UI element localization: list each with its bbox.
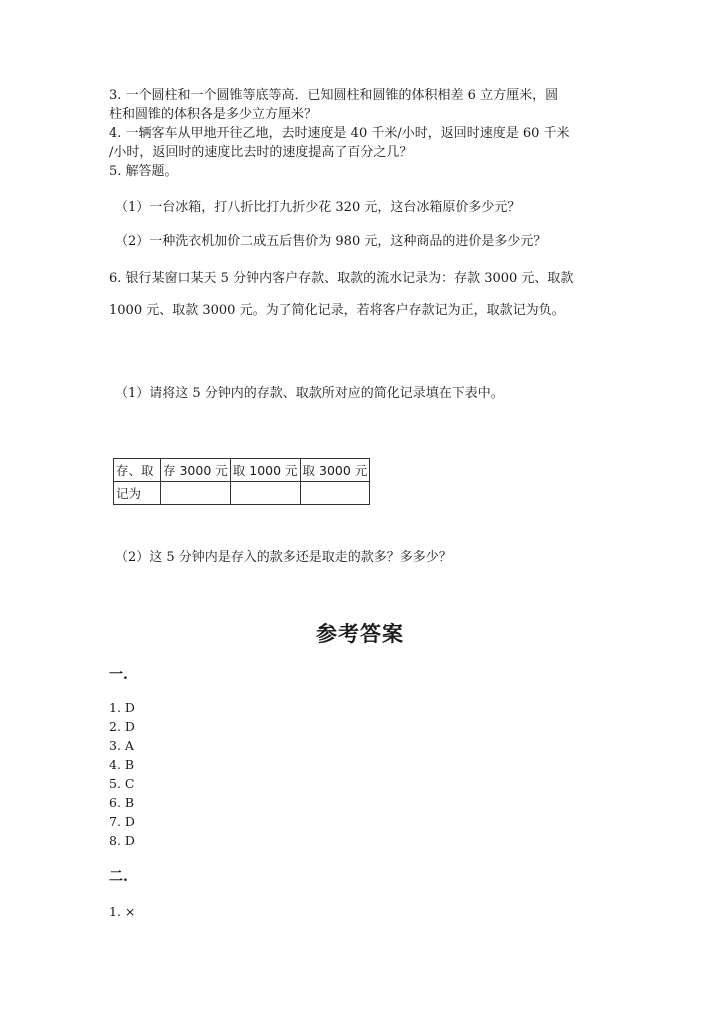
question-6-sub-1: （1）请将这 5 分钟内的存款、取款所对应的简化记录填在下表中。 xyxy=(115,386,504,401)
answer-item: 1. D xyxy=(109,700,135,715)
question-5-sub-1: （1）一台冰箱，打八折比打九折少花 320 元，这台冰箱原价多少元？ xyxy=(115,200,521,215)
answer-item: 3. A xyxy=(109,738,134,753)
answer-section-1-heading: 一. xyxy=(109,667,128,683)
answer-item: 5. C xyxy=(109,776,135,791)
answer-section-2-heading: 二. xyxy=(109,869,128,885)
question-6-sub-2: （2）这 5 分钟内是存入的款多还是取走的款多？多多少？ xyxy=(115,550,452,565)
question-6-line-2: 1000 元、取款 3000 元。为了简化记录，若将客户存款记为正，取款记为负。 xyxy=(109,303,565,318)
answer-list xyxy=(109,698,135,850)
answers-title: 参考答案 xyxy=(316,622,404,646)
answer-item: 2. D xyxy=(109,719,135,734)
question-3-line-2: 柱和圆锥的体积各是多少立方厘米？ xyxy=(109,107,318,122)
answer-item: 8. D xyxy=(109,833,135,848)
question-4-line-2: /小时，返回时的速度比去时的速度提高了百分之几？ xyxy=(109,145,413,160)
answer-item: 6. B xyxy=(109,795,135,810)
table-row-label: 记为 xyxy=(114,482,161,505)
table-header-cell: 取 3000 元 xyxy=(300,459,370,482)
record-table xyxy=(113,458,370,505)
question-5-title: 5. 解答题。 xyxy=(109,164,178,179)
table-cell-empty xyxy=(230,482,300,505)
question-4-line-1: 4. 一辆客车从甲地开往乙地，去时速度是 40 千米/小时，返回时速度是 60 千米 xyxy=(109,126,570,141)
table-header-cell: 存、取 xyxy=(114,459,161,482)
table-cell-empty xyxy=(161,482,231,505)
question-3-line-1: 3. 一个圆柱和一个圆锥等底等高．已知圆柱和圆锥的体积相差 6 立方厘米，圆 xyxy=(109,88,559,103)
table-header-cell: 取 1000 元 xyxy=(230,459,300,482)
answer-item: 4. B xyxy=(109,757,135,772)
table-row xyxy=(114,482,370,505)
table-header-cell: 存 3000 元 xyxy=(161,459,231,482)
question-5-sub-2: （2）一种洗衣机加价二成五后售价为 980 元，这种商品的进价是多少元？ xyxy=(115,234,547,249)
answer-item: 7. D xyxy=(109,814,135,829)
answer-item: 1. × xyxy=(109,904,136,919)
table-cell-empty xyxy=(300,482,370,505)
table-row xyxy=(114,459,370,482)
question-6-line-1: 6. 银行某窗口某天 5 分钟内客户存款、取款的流水记录为：存款 3000 元、取款 xyxy=(109,271,574,286)
